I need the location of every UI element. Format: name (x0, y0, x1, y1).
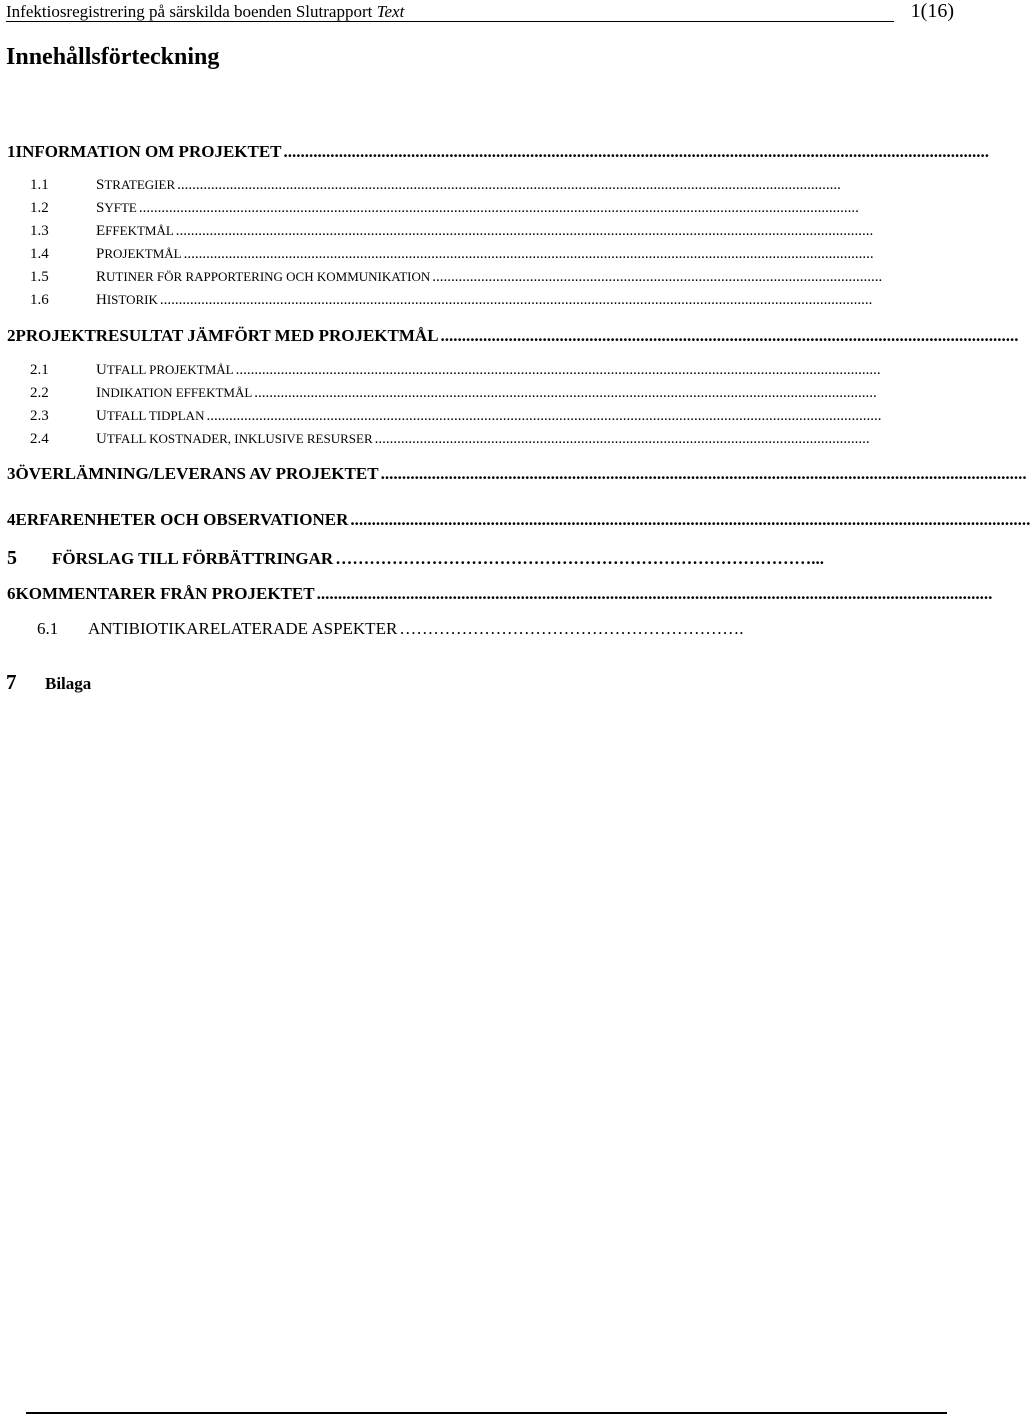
toc-entry-1-2[interactable] (30, 200, 888, 217)
header-title (6, 2, 404, 22)
toc-entry-3[interactable] (6, 464, 1027, 484)
toc-entry-leader: ........................................................................................................................................................ (380, 464, 1027, 483)
toc-entry-title: UTFALL KOSTNADER, INKLUSIVE RESURSER (96, 431, 373, 447)
toc-entry-1[interactable] (6, 142, 990, 162)
toc-entry-1-5[interactable] (30, 269, 888, 286)
toc-entry-leader: ........................................................................................................................................................................................ (183, 246, 874, 262)
toc-entry-number: 1.2 (30, 200, 49, 216)
toc-entry-title: UTFALL TIDPLAN (96, 408, 205, 424)
toc-entry-leader: .............................................................................................................................................................................................. (159, 292, 873, 308)
header-title-italic: Text (376, 2, 405, 21)
header-rule (6, 21, 894, 22)
toc-entry-7[interactable] (6, 670, 306, 695)
toc-entry-leader: ............................................................................................................................................................................ (235, 362, 881, 378)
toc-entry-2-3[interactable] (30, 408, 888, 425)
toc-entry-number: 3 (7, 464, 16, 483)
toc-entry-6-1[interactable] (37, 619, 887, 639)
toc-entry-leader: ................................................................................................................................................................................................ (138, 200, 859, 216)
toc-entry-leader: ........................................................................................................................ (432, 269, 883, 285)
toc-entry-1-1[interactable] (30, 177, 888, 194)
toc-entry-title: ANTIBIOTIKARELATERADE ASPEKTER (88, 619, 398, 638)
toc-entry-leader: .......................................................................................................................................................................................... (175, 223, 874, 239)
toc-entry-title: PROJEKTRESULTAT JÄMFÖRT MED PROJEKTMÅL (15, 326, 439, 345)
toc-entry-number: 2.4 (30, 431, 49, 447)
toc-entry-number: 1.1 (30, 177, 49, 193)
toc-entry-number: 5 (7, 547, 17, 569)
toc-entry-leader: ........................................................................................................................................ (440, 326, 1019, 345)
toc-entry-1-3[interactable] (30, 223, 888, 240)
toc-entry-title: INDIKATION EFFEKTMÅL (96, 385, 253, 401)
toc-entry-title: Bilaga (45, 674, 92, 693)
toc-entry-number: 1.3 (30, 223, 49, 239)
toc-entry-title: ÖVERLÄMNING/LEVERANS AV PROJEKTET (15, 464, 379, 483)
toc-entry-leader: ................................................................................................................................................................................. (177, 177, 841, 193)
toc-entry-number: 7 (6, 670, 17, 694)
toc-entry-leader: ...................................................................................................................................................................... (254, 385, 877, 401)
toc-entry-leader: .................................................................................................................................... (374, 431, 870, 447)
header-title-text: Infektiosregistrering på särskilda boenden Slutrapport (6, 2, 373, 21)
toc-entry-2-1[interactable] (30, 362, 888, 379)
toc-entry-number: 2.3 (30, 408, 49, 424)
toc-entry-1-6[interactable] (30, 292, 888, 309)
toc-entry-2[interactable] (6, 326, 1019, 346)
toc-entry-number: 2.1 (30, 362, 49, 378)
toc-entry-title: HISTORIK (96, 292, 158, 308)
toc-entry-1-4[interactable] (30, 246, 888, 263)
toc-entry-title: FÖRSLAG TILL FÖRBÄTTRINGAR (52, 549, 334, 568)
footer-rule (26, 1412, 947, 1414)
toc-entry-leader: ............................................................................................................................................................... (316, 584, 993, 603)
toc-entry-2-4[interactable] (30, 431, 888, 448)
toc-entry-leader: .................................................................................................................................................................................... (206, 408, 882, 424)
toc-entry-number: 1.4 (30, 246, 49, 262)
toc-entry-title: INFORMATION OM PROJEKTET (15, 142, 282, 161)
toc-entry-number: 6.1 (37, 619, 59, 638)
toc-entry-leader: ...................................................................................................................................................................... (283, 142, 990, 161)
toc-entry-number: 2 (7, 326, 16, 345)
toc-entry-title: ERFARENHETER OCH OBSERVATIONER (15, 510, 349, 529)
toc-entry-title: UTFALL PROJEKTMÅL (96, 362, 234, 378)
toc-entry-2-2[interactable] (30, 385, 888, 402)
toc-entry-title: SYFTE (96, 200, 137, 216)
toc-entry-title: EFFEKTMÅL (96, 223, 174, 239)
toc-heading: Innehållsförteckning (6, 44, 220, 70)
toc-entry-title: STRATEGIER (96, 177, 176, 193)
toc-entry-number: 1.5 (30, 269, 49, 285)
toc-entry-leader: ……………………………………………………. (399, 619, 744, 638)
toc-entry-6[interactable] (6, 584, 993, 604)
toc-entry-5[interactable] (6, 547, 888, 570)
toc-entry-number: 1 (7, 142, 16, 161)
toc-entry-4[interactable] (6, 510, 1030, 530)
toc-entry-leader: ................................................................................................................................................................ (350, 510, 1030, 529)
page-header (6, 0, 956, 24)
toc-entry-number: 4 (7, 510, 16, 529)
header-page-number: 1(16) (910, 0, 954, 22)
toc-entry-leader: …………………………………………………………………………... (335, 549, 824, 568)
toc-entry-title: KOMMENTARER FRÅN PROJEKTET (15, 584, 315, 603)
toc-entry-title: PROJEKTMÅL (96, 246, 182, 262)
toc-entry-number: 2.2 (30, 385, 49, 401)
toc-entry-number: 6 (7, 584, 16, 603)
toc-entry-title: RUTINER FÖR RAPPORTERING OCH KOMMUNIKATION (96, 269, 431, 285)
toc-entry-number: 1.6 (30, 292, 49, 308)
